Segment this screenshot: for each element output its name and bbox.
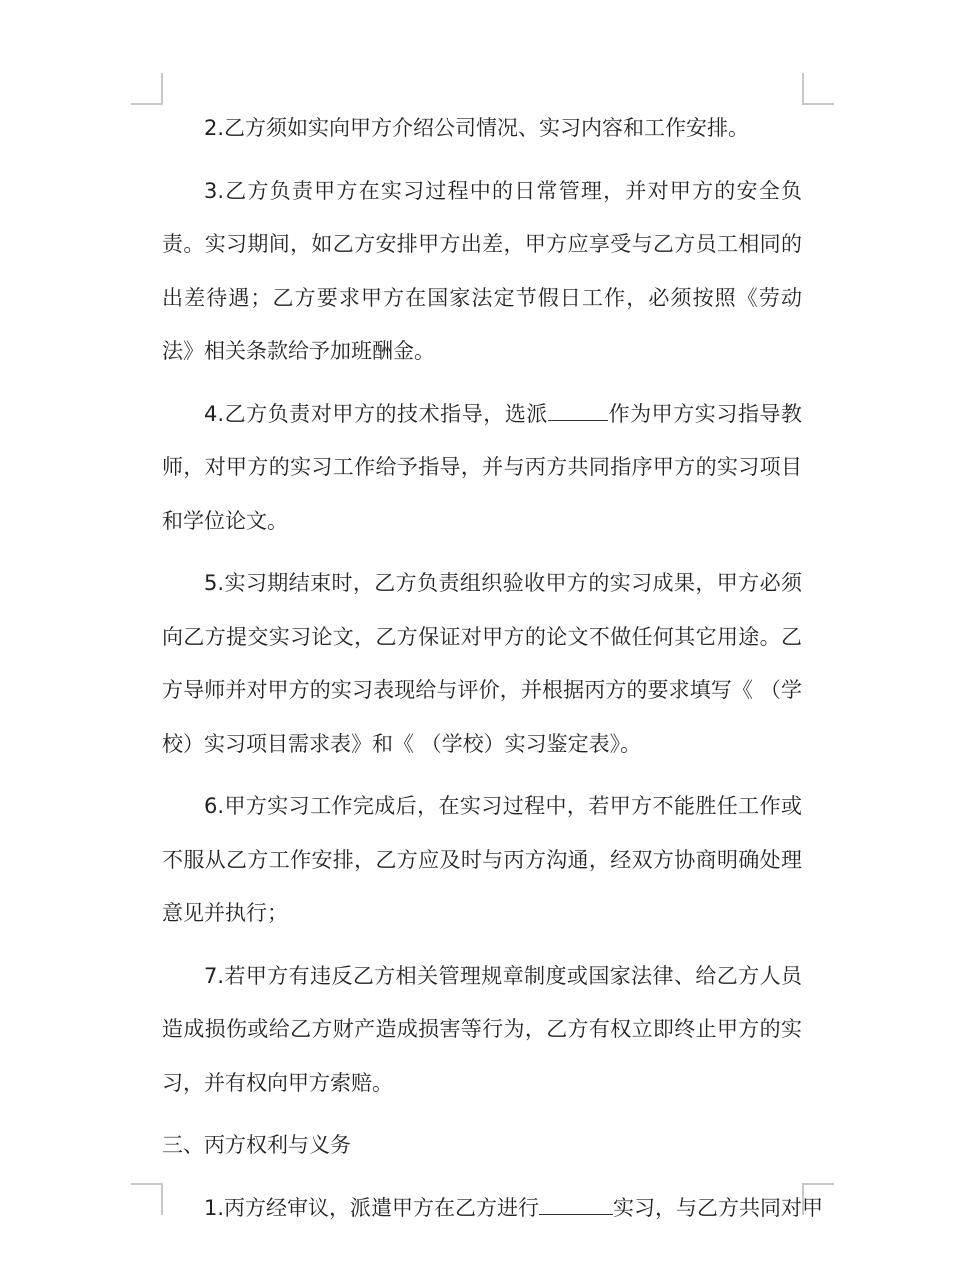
s3-clause-1-text-before: 1.丙方经审议，派遣甲方在乙方进行	[204, 1195, 540, 1220]
corner-mark-top-right	[802, 73, 834, 105]
fill-blank-advisor[interactable]	[548, 396, 608, 420]
clause-4-text-after: 作为甲方实习指导教师，对甲方的实习工作给予指导，并与丙方共同指序甲方的实习项目和学位论文。	[162, 401, 802, 533]
clause-4-text-before: 4.乙方负责对甲方的技术指导，选派	[204, 401, 548, 426]
clause-5: 5.实习期结束时，乙方负责组织验收甲方的实习成果，甲方必须向乙方提交实习论文，乙方保证对甲方的论文不做任何其它用途。乙方导师并对甲方的实习表现给与评价，并根据丙方的要求填写《 （学校）实习项目需求表》和《 （学校）实习鉴定表》。	[162, 571, 802, 756]
fill-blank-internship-type[interactable]	[539, 1190, 613, 1214]
corner-mark-bottom-left	[131, 1183, 163, 1215]
document-body	[162, 102, 824, 1244]
corner-mark-top-left	[131, 73, 163, 105]
section-3-clause-1	[162, 1182, 824, 1236]
clause-2: 2.乙方须如实向甲方介绍公司情况、实习内容和工作安排。	[204, 116, 750, 140]
clause-6: 6.甲方实习工作完成后，在实习过程中，若甲方不能胜任工作或不服从乙方工作安排，乙方应及时与丙方沟通，经双方协商明确处理意见并执行；	[162, 794, 802, 925]
s3-clause-1-text-after: 实习，与乙方共同对甲	[613, 1195, 824, 1220]
clause-3: 3.乙方负责甲方在实习过程中的日常管理，并对甲方的安全负责。实习期间，如乙方安排甲方出差，甲方应享受与乙方员工相同的出差待遇；乙方要求甲方在国家法定节假日工作，必须按照《劳动法》相关条款给予加班酬金。	[162, 178, 802, 363]
clause-4	[162, 388, 802, 549]
section-heading-party-c: 三、丙方权利与义务	[162, 1133, 351, 1157]
clause-7: 7.若甲方有违反乙方相关管理规章制度或国家法律、给乙方人员造成损伤或给乙方财产造成损害等行为，乙方有权立即终止甲方的实习，并有权向甲方索赔。	[162, 963, 802, 1095]
